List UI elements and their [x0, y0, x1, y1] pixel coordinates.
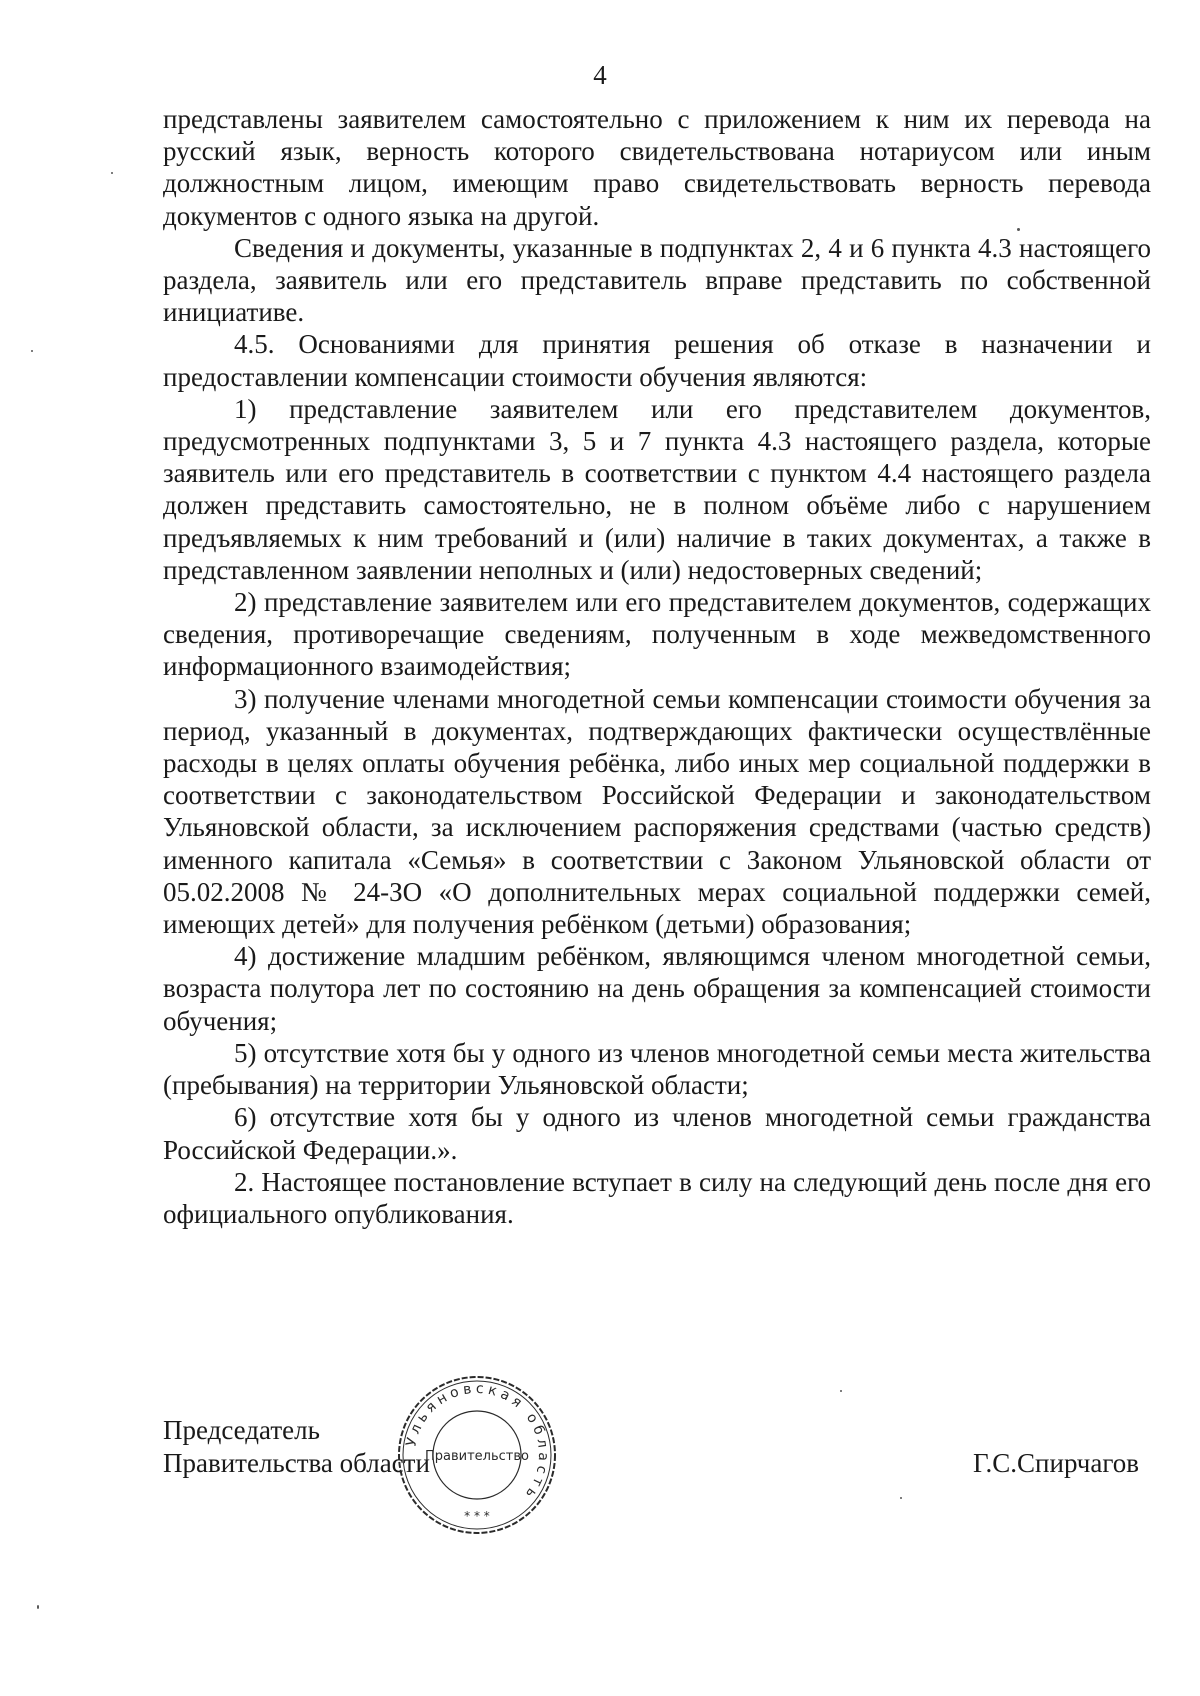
- page-number: 4: [593, 60, 607, 90]
- signature-block: [163, 1380, 1151, 1614]
- scan-speck: [111, 172, 113, 174]
- paragraph-continuation: представлены заявителем самостоятельно с приложением к ним их перевода на русский язык, верность которого свидетельствована нотариусом или иным должностным лицом, имеющим право свидетельствовать верность перевода документов с одного языка на другой.: [163, 104, 1151, 231]
- list-item-3: 3) получение членами многодетной семьи компенсации стоимости обучения за период, указанный в документах, подтверждающих фактически осуществлённые расходы в целях оплаты обучения ребёнка, либо иных мер социальной поддержки в соответствии с законодательством Российской Федерации и законодательством Ульяновской области, за исключением распоряжения средствами (частью средств) именного капитала «Семья» в соответствии с Законом Ульяновской области от 05.02.2008 № 24-ЗО «О дополнительных мерах социальной поддержки семей, имеющих детей» для получения ребёнком (детьми) образования;: [163, 683, 1151, 940]
- paragraph-optional-docs: Сведения и документы, указанные в подпунктах 2, 4 и 6 пункта 4.3 настоящего раздела, заявитель или его представитель вправе представить по собственной инициативе.: [163, 232, 1151, 328]
- signatory-name: Г.С.Спирчагов: [972, 1448, 1139, 1478]
- scan-speck: [1017, 228, 1020, 231]
- seal-ring-text: Ульяновская область: [403, 1380, 552, 1505]
- list-item-5: 5) отсутствие хотя бы у одного из членов многодетной семьи места жительства (пребывания) на территории Ульяновской области;: [163, 1037, 1151, 1101]
- scan-speck: [900, 1497, 902, 1499]
- scan-speck: [37, 1605, 39, 1609]
- official-seal: [392, 1370, 562, 1540]
- signatory-title-line2: Правительства области: [163, 1448, 430, 1478]
- list-item-2: 2) представление заявителем или его представителем документов, содержащих сведения, противоречащие сведениям, полученным в ходе межведомственного информационного взаимодействия;: [163, 587, 1151, 682]
- svg-text:Ульяновская область: [403, 1381, 551, 1505]
- signatory-title: [163, 1414, 430, 1480]
- seal-stars: * * *: [464, 1509, 490, 1523]
- list-item-1: 1) представление заявителем или его представителем документов, предусмотренных подпунктами 3, 5 и 7 пункта 4.3 настоящего раздела, которые заявитель или его представитель в соответствии с пунктом 4.4 настоящего раздела должен представить самостоятельно, не в полном объёме либо с нарушением предъявляемых к ним требований и (или) наличие в таких документах, а также в представленном заявлении неполных и (или) недостоверных сведений;: [163, 393, 1151, 585]
- document-body: [163, 103, 1151, 1230]
- paragraph-4-5: 4.5. Основаниями для принятия решения об отказе в назначении и предоставлении компенсации стоимости обучения являются:: [163, 329, 1151, 392]
- seal-center-text: Правительство: [425, 1449, 529, 1464]
- scan-speck: [31, 350, 33, 352]
- list-item-6: 6) отсутствие хотя бы у одного из членов многодетной семьи гражданства Российской Федерации.».: [163, 1102, 1151, 1165]
- paragraph-effective-date: 2. Настоящее постановление вступает в силу на следующий день после дня его официального опубликования.: [163, 1166, 1151, 1229]
- signatory-title-line1: Председатель: [163, 1415, 320, 1445]
- scan-speck: [840, 1390, 842, 1392]
- list-item-4: 4) достижение младшим ребёнком, являющимся членом многодетной семьи, возраста полутора лет по состоянию на день обращения за компенсацией стоимости обучения;: [163, 941, 1151, 1036]
